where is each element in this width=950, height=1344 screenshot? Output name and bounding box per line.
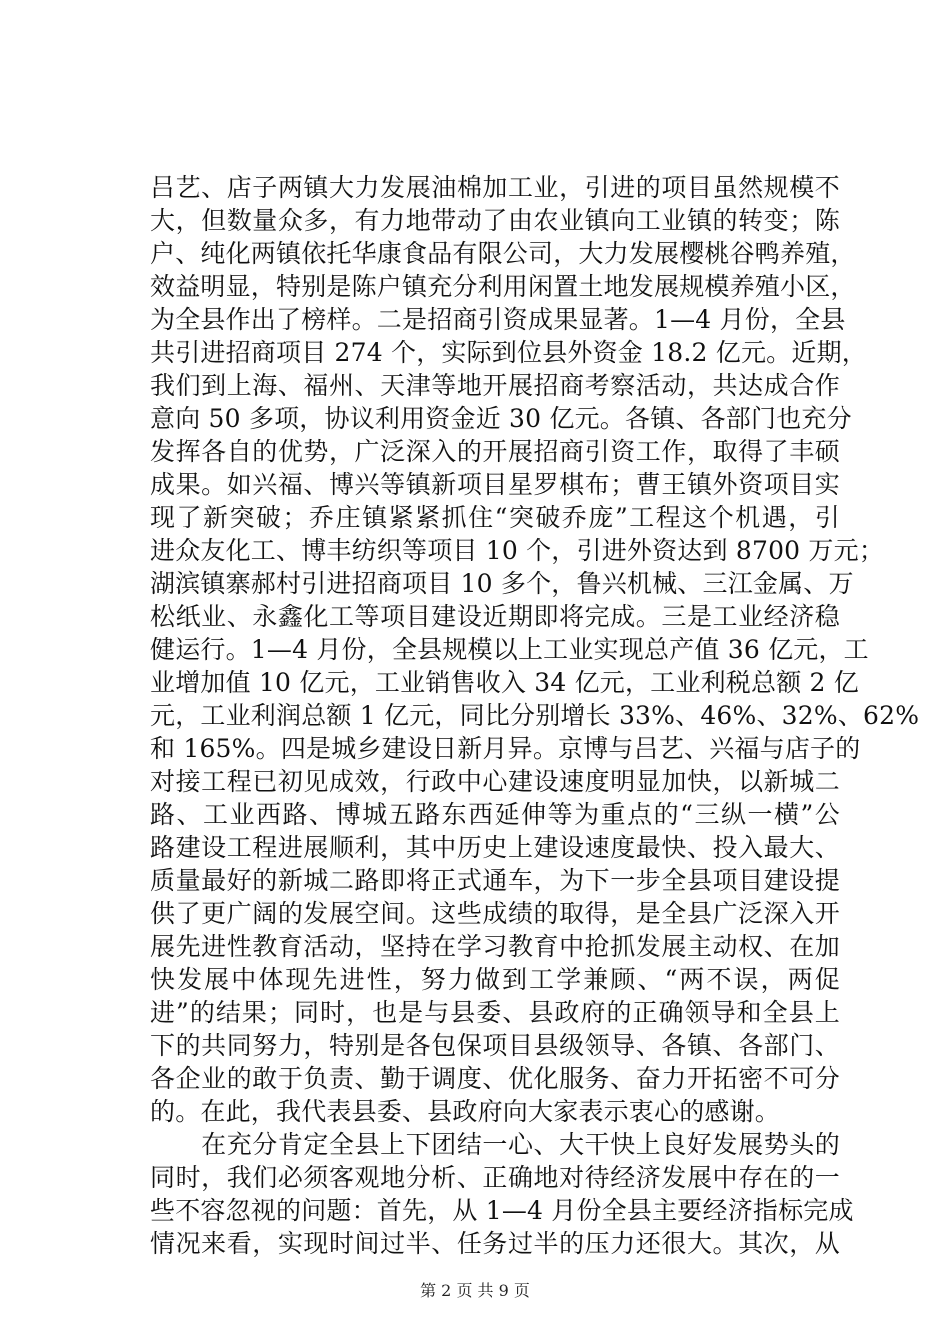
text-line: 展先进性教育活动，坚持在学习教育中抢抓发展主动权、在加 <box>150 932 840 961</box>
text-line: 吕艺、店子两镇大力发展油棉加工业，引进的项目虽然规模不 <box>150 173 840 202</box>
text-line: 户、纯化两镇依托华康食品有限公司，大力发展樱桃谷鸭养殖， <box>150 239 856 268</box>
text-line: 些不容忽视的问题：首先，从 1—4 月份全县主要经济指标完成 <box>150 1196 854 1225</box>
text-line: 共引进招商项目 274 个，实际到位县外资金 18.2 亿元。近期， <box>150 338 867 367</box>
text-line: 情况来看，实现时间过半、任务过半的压力还很大。其次，从 <box>150 1229 840 1258</box>
text-line: 进”的结果；同时，也是与县委、县政府的正确领导和全县上 <box>150 998 840 1027</box>
page-number-footer: 第 2 页 共 9 页 <box>420 1281 530 1300</box>
text-line: 路、工业西路、博城五路东西延伸等为重点的“三纵一横”公 <box>150 800 840 829</box>
text-line: 元，工业利润总额 1 亿元，同比分别增长 33%、46%、32%、62% <box>150 701 920 730</box>
text-line: 同时，我们必须客观地分析、正确地对待经济发展中存在的一 <box>150 1163 840 1192</box>
text-line: 为全县作出了榜样。二是招商引资成果显著。1—4 月份，全县 <box>150 305 846 334</box>
text-line: 我们到上海、福州、天津等地开展招商考察活动，共达成合作 <box>150 371 840 400</box>
text-line: 成果。如兴福、博兴等镇新项目星罗棋布；曹王镇外资项目实 <box>150 470 840 499</box>
text-line: 路建设工程进展顺利，其中历史上建设速度最快、投入最大、 <box>150 833 840 862</box>
paragraph-start-line: 在充分肯定全县上下团结一心、大干快上良好发展势头的 <box>150 1130 840 1159</box>
document-body <box>150 171 920 1260</box>
text-line: 健运行。1—4 月份，全县规模以上工业实现总产值 36 亿元，工 <box>150 635 869 664</box>
text-line: 业增加值 10 亿元，工业销售收入 34 亿元，工业利税总额 2 亿 <box>150 668 860 697</box>
text-line: 湖滨镇寨郝村引进招商项目 10 多个，鲁兴机械、三江金属、万 <box>150 569 854 598</box>
text-line: 现了新突破；乔庄镇紧紧抓住“突破乔庞”工程这个机遇，引 <box>150 503 840 532</box>
paragraph-end-line: 的。在此，我代表县委、县政府向大家表示衷心的感谢。 <box>150 1097 781 1126</box>
text-line: 各企业的敢于负责、勤于调度、优化服务、奋力开拓密不可分 <box>150 1064 840 1093</box>
text-line: 对接工程已初见成效，行政中心建设速度明显加快，以新城二 <box>150 767 840 796</box>
text-line: 发挥各自的优势，广泛深入的开展招商引资工作，取得了丰硕 <box>150 437 840 466</box>
text-line: 进众友化工、博丰纺织等项目 10 个，引进外资达到 8700 万元； <box>150 536 885 565</box>
text-line: 质量最好的新城二路即将正式通车，为下一步全县项目建设提 <box>150 866 840 895</box>
text-line: 和 165%。四是城乡建设日新月异。京博与吕艺、兴福与店子的 <box>150 734 861 763</box>
text-line: 供了更广阔的发展空间。这些成绩的取得，是全县广泛深入开 <box>150 899 840 928</box>
text-line: 效益明显，特别是陈户镇充分利用闲置土地发展规模养殖小区， <box>150 272 856 301</box>
text-line: 快发展中体现先进性，努力做到工学兼顾、“两不误，两促 <box>150 965 840 994</box>
text-line: 大，但数量众多，有力地带动了由农业镇向工业镇的转变；陈 <box>150 206 840 235</box>
text-line: 意向 50 多项，协议利用资金近 30 亿元。各镇、各部门也充分 <box>150 404 852 433</box>
text-line: 下的共同努力，特别是各包保项目县级领导、各镇、各部门、 <box>150 1031 840 1060</box>
text-line: 松纸业、永鑫化工等项目建设近期即将完成。三是工业经济稳 <box>150 602 840 631</box>
